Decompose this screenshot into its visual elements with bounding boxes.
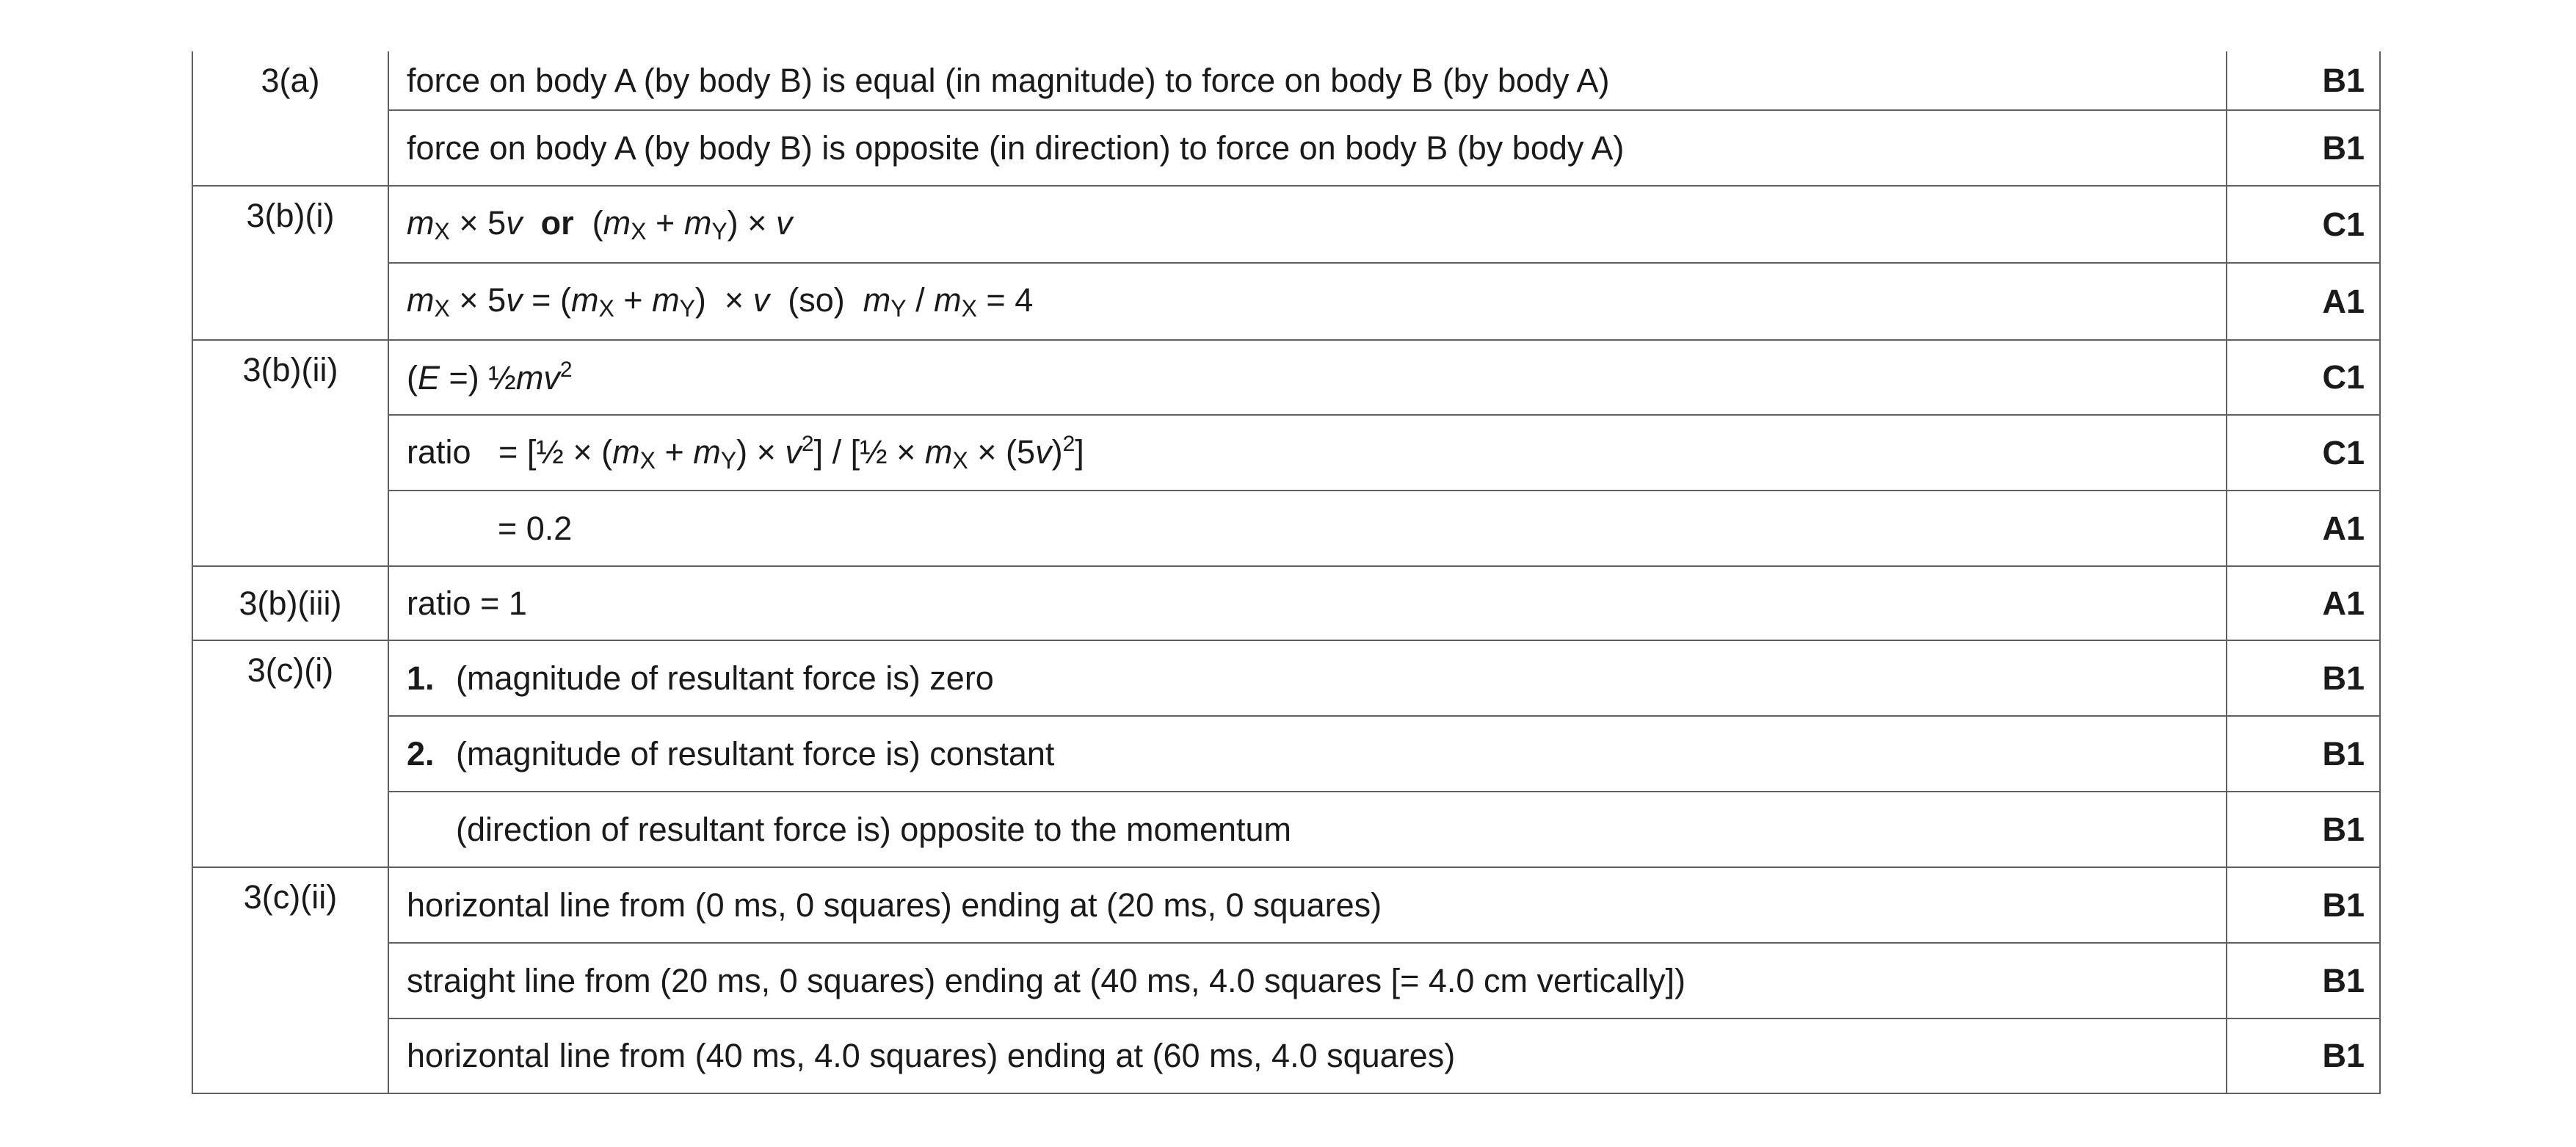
answer-text: 1. (magnitude of resultant force is) zero <box>388 640 2227 716</box>
table-row <box>192 263 2380 340</box>
answer-text: (E =) $\frac{1}{2}mv^2$ <box>388 340 2227 415</box>
table-row <box>192 186 2380 263</box>
table-row <box>192 51 2380 110</box>
mark-code: B1 <box>2227 110 2380 186</box>
answer-text: force on body A (by body B) is opposite (in direction) to force on body B (by body A) <box>388 110 2227 186</box>
mark-scheme-table <box>192 51 2381 1094</box>
answer-text: straight line from (20 ms, 0 squares) ending at (40 ms, 4.0 squares [= 4.0 cm vertically]) <box>388 943 2227 1018</box>
answer-text: $m_X \times 5v$ or $(m_X + m_Y) \times v$ <box>388 186 2227 263</box>
answer-text: horizontal line from (40 ms, 4.0 squares) ending at (60 ms, 4.0 squares) <box>388 1018 2227 1093</box>
table-row <box>192 640 2380 716</box>
mark-code: A1 <box>2227 566 2380 640</box>
question-number: 3(a) <box>192 51 388 186</box>
mark-code: B1 <box>2227 1018 2380 1093</box>
mark-code: B1 <box>2227 51 2380 110</box>
table-row <box>192 792 2380 867</box>
answer-text: horizontal line from (0 ms, 0 squares) ending at (20 ms, 0 squares) <box>388 867 2227 943</box>
answer-text: 2. (magnitude of resultant force is) constant <box>388 716 2227 792</box>
question-number: 3(b)(ii) <box>192 340 388 566</box>
table-row <box>192 491 2380 566</box>
mark-code: B1 <box>2227 716 2380 792</box>
table-row <box>192 415 2380 491</box>
table-row <box>192 1018 2380 1093</box>
mark-code: C1 <box>2227 415 2380 491</box>
table-row <box>192 110 2380 186</box>
question-number: 3(b)(i) <box>192 186 388 340</box>
mark-code: A1 <box>2227 263 2380 340</box>
question-number: 3(b)(iii) <box>192 566 388 640</box>
table-row <box>192 716 2380 792</box>
mark-code: B1 <box>2227 792 2380 867</box>
table-row <box>192 867 2380 943</box>
answer-text: ratio = [½ × $(m_X + m_Y) \times v^2$] / [½ × $m_X \times (5v)^2$] <box>388 415 2227 491</box>
table-row <box>192 340 2380 415</box>
table-row <box>192 943 2380 1018</box>
answer-text: ratio = 1 <box>388 566 2227 640</box>
question-number: 3(c)(i) <box>192 640 388 867</box>
mark-code: C1 <box>2227 340 2380 415</box>
mark-code: B1 <box>2227 640 2380 716</box>
answer-text: = 0.2 <box>388 491 2227 566</box>
mark-code: B1 <box>2227 867 2380 943</box>
question-number: 3(c)(ii) <box>192 867 388 1093</box>
mark-code: B1 <box>2227 943 2380 1018</box>
answer-text: force on body A (by body B) is equal (in magnitude) to force on body B (by body A) <box>388 51 2227 110</box>
mark-code: A1 <box>2227 491 2380 566</box>
answer-text: (direction of resultant force is) opposite to the momentum <box>388 792 2227 867</box>
table-row <box>192 566 2380 640</box>
answer-text: $m_X \times 5v = (m_X + m_Y) \times v$ (so) $m_Y / m_X = 4$ <box>388 263 2227 340</box>
mark-code: C1 <box>2227 186 2380 263</box>
